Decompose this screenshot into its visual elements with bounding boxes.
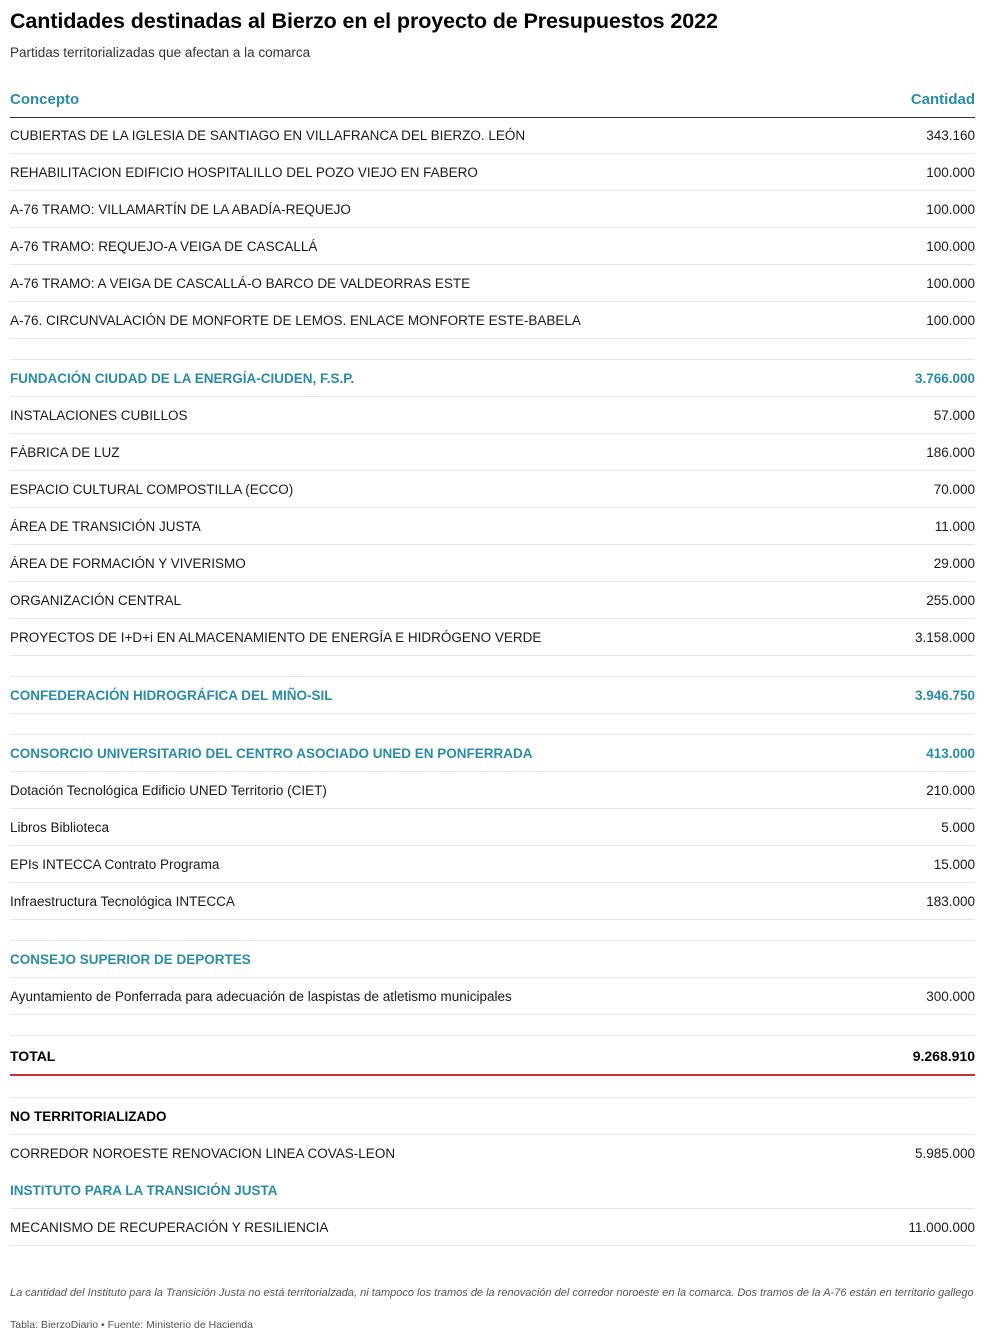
amount-cell: 210.000 bbox=[926, 783, 975, 798]
table-row bbox=[10, 434, 975, 471]
group-header-row bbox=[10, 1172, 975, 1209]
table-row bbox=[10, 1209, 975, 1246]
amount-cell: 100.000 bbox=[926, 202, 975, 217]
spacer-row bbox=[10, 714, 975, 735]
table-row bbox=[10, 1098, 975, 1135]
concept-cell: INSTALACIONES CUBILLOS bbox=[10, 408, 188, 423]
table-row bbox=[10, 809, 975, 846]
concept-cell: ÁREA DE TRANSICIÓN JUSTA bbox=[10, 519, 201, 534]
spacer-row bbox=[10, 339, 975, 360]
table-row bbox=[10, 772, 975, 809]
group-header-row bbox=[10, 360, 975, 397]
table-row bbox=[10, 545, 975, 582]
table-row bbox=[10, 846, 975, 883]
amount-cell: 413.000 bbox=[926, 746, 975, 761]
concept-cell: A-76 TRAMO: A VEIGA DE CASCALLÁ-O BARCO DE VALDEORRAS ESTE bbox=[10, 276, 471, 291]
table-row bbox=[10, 508, 975, 545]
amount-cell: 9.268.910 bbox=[912, 1048, 975, 1064]
table-row bbox=[10, 397, 975, 434]
amount-cell: 11.000.000 bbox=[908, 1220, 975, 1235]
concept-cell: CONSORCIO UNIVERSITARIO DEL CENTRO ASOCIADO UNED EN PONFERRADA bbox=[10, 746, 533, 761]
concept-cell: CONSEJO SUPERIOR DE DEPORTES bbox=[10, 952, 251, 967]
spacer-row bbox=[10, 656, 975, 677]
amount-cell: 183.000 bbox=[926, 894, 975, 909]
concept-cell: EPIs INTECCA Contrato Programa bbox=[10, 857, 220, 872]
amount-cell: 300.000 bbox=[926, 989, 975, 1004]
amount-cell: 100.000 bbox=[926, 276, 975, 291]
amount-cell: 3.766.000 bbox=[914, 371, 975, 386]
amount-cell: 343.160 bbox=[926, 128, 975, 143]
concept-cell: MECANISMO DE RECUPERACIÓN Y RESILIENCIA bbox=[10, 1220, 329, 1235]
amount-cell: 15.000 bbox=[933, 857, 975, 872]
group-header-row bbox=[10, 735, 975, 772]
amount-cell: 5.985.000 bbox=[914, 1146, 975, 1161]
concept-cell: FÁBRICA DE LUZ bbox=[10, 445, 120, 460]
table-row bbox=[10, 883, 975, 920]
concept-cell: A-76 TRAMO: VILLAMARTÍN DE LA ABADÍA-REQUEJO bbox=[10, 202, 351, 217]
concept-cell: REHABILITACION EDIFICIO HOSPITALILLO DEL POZO VIEJO EN FABERO bbox=[10, 165, 478, 180]
spacer-row bbox=[10, 920, 975, 941]
concept-cell: INSTITUTO PARA LA TRANSICIÓN JUSTA bbox=[10, 1183, 278, 1198]
concept-cell: Dotación Tecnológica Edificio UNED Territorio (CIET) bbox=[10, 783, 327, 798]
column-header-cantidad[interactable]: Cantidad bbox=[910, 91, 975, 108]
amount-cell: 5.000 bbox=[941, 820, 975, 835]
concept-cell: ORGANIZACIÓN CENTRAL bbox=[10, 593, 182, 608]
concept-cell: TOTAL bbox=[10, 1048, 56, 1064]
amount-cell: 70.000 bbox=[933, 482, 975, 497]
total-row bbox=[10, 1036, 975, 1076]
table-row bbox=[10, 619, 975, 656]
concept-cell: FUNDACIÓN CIUDAD DE LA ENERGÍA-CIUDEN, F.S.P. bbox=[10, 371, 355, 386]
amount-cell: 186.000 bbox=[926, 445, 975, 460]
concept-cell: NO TERRITORIALIZADO bbox=[10, 1109, 167, 1124]
concept-cell: PROYECTOS DE I+D+i EN ALMACENAMIENTO DE ENERGÍA E HIDRÓGENO VERDE bbox=[10, 630, 542, 645]
concept-cell: CORREDOR NOROESTE RENOVACION LINEA COVAS-LEON bbox=[10, 1146, 396, 1161]
table-row bbox=[10, 154, 975, 191]
spacer-row bbox=[10, 1015, 975, 1036]
amount-cell: 100.000 bbox=[926, 239, 975, 254]
table-row bbox=[10, 191, 975, 228]
amount-cell: 100.000 bbox=[926, 313, 975, 328]
page-title: Cantidades destinadas al Bierzo en el proyecto de Presupuestos 2022 bbox=[10, 9, 718, 33]
amount-cell: 57.000 bbox=[933, 408, 975, 423]
concept-cell: A-76 TRAMO: REQUEJO-A VEIGA DE CASCALLÁ bbox=[10, 239, 318, 254]
concept-cell: ÁREA DE FORMACIÓN Y VIVERISMO bbox=[10, 556, 246, 571]
amount-cell: 3.946.750 bbox=[914, 688, 975, 703]
amount-cell: 255.000 bbox=[926, 593, 975, 608]
table-header bbox=[10, 86, 975, 118]
page-subtitle: Partidas territorializadas que afectan a la comarca bbox=[10, 45, 311, 60]
table-row bbox=[10, 117, 975, 154]
amount-cell: 11.000 bbox=[934, 519, 975, 534]
concept-cell: CONFEDERACIÓN HIDROGRÁFICA DEL MIÑO-SIL bbox=[10, 688, 333, 703]
table-row bbox=[10, 1135, 975, 1172]
concept-cell: ESPACIO CULTURAL COMPOSTILLA (ECCO) bbox=[10, 482, 294, 497]
column-header-concepto[interactable]: Concepto bbox=[10, 91, 80, 108]
table-row bbox=[10, 302, 975, 339]
footnote: La cantidad del Instituto para la Transición Justa no está territorialzada, ni tampoco los tramos de la renovación del corredor noroeste en la comarca. Dos tramos de la A-76 están en territorio gallego bbox=[10, 1287, 974, 1299]
table-row bbox=[10, 265, 975, 302]
concept-cell: A-76. CIRCUNVALACIÓN DE MONFORTE DE LEMOS. ENLACE MONFORTE ESTE-BABELA bbox=[10, 313, 581, 328]
table-row bbox=[10, 228, 975, 265]
table-row bbox=[10, 471, 975, 508]
concept-cell: Ayuntamiento de Ponferrada para adecuación de laspistas de atletismo municipales bbox=[10, 989, 512, 1004]
amount-cell: 29.000 bbox=[933, 556, 975, 571]
table-row bbox=[10, 582, 975, 619]
table-row bbox=[10, 978, 975, 1015]
concept-cell: Libros Biblioteca bbox=[10, 820, 110, 835]
concept-cell: CUBIERTAS DE LA IGLESIA DE SANTIAGO EN VILLAFRANCA DEL BIERZO. LEÓN bbox=[10, 128, 526, 143]
spacer-row bbox=[10, 1077, 975, 1098]
group-header-row bbox=[10, 677, 975, 714]
group-header-row bbox=[10, 941, 975, 978]
concept-cell: Infraestructura Tecnológica INTECCA bbox=[10, 894, 235, 909]
amount-cell: 3.158.000 bbox=[914, 630, 975, 645]
amount-cell: 100.000 bbox=[926, 165, 975, 180]
source-credit: Tabla: BierzoDiario • Fuente: Ministerio de Hacienda bbox=[10, 1319, 253, 1331]
